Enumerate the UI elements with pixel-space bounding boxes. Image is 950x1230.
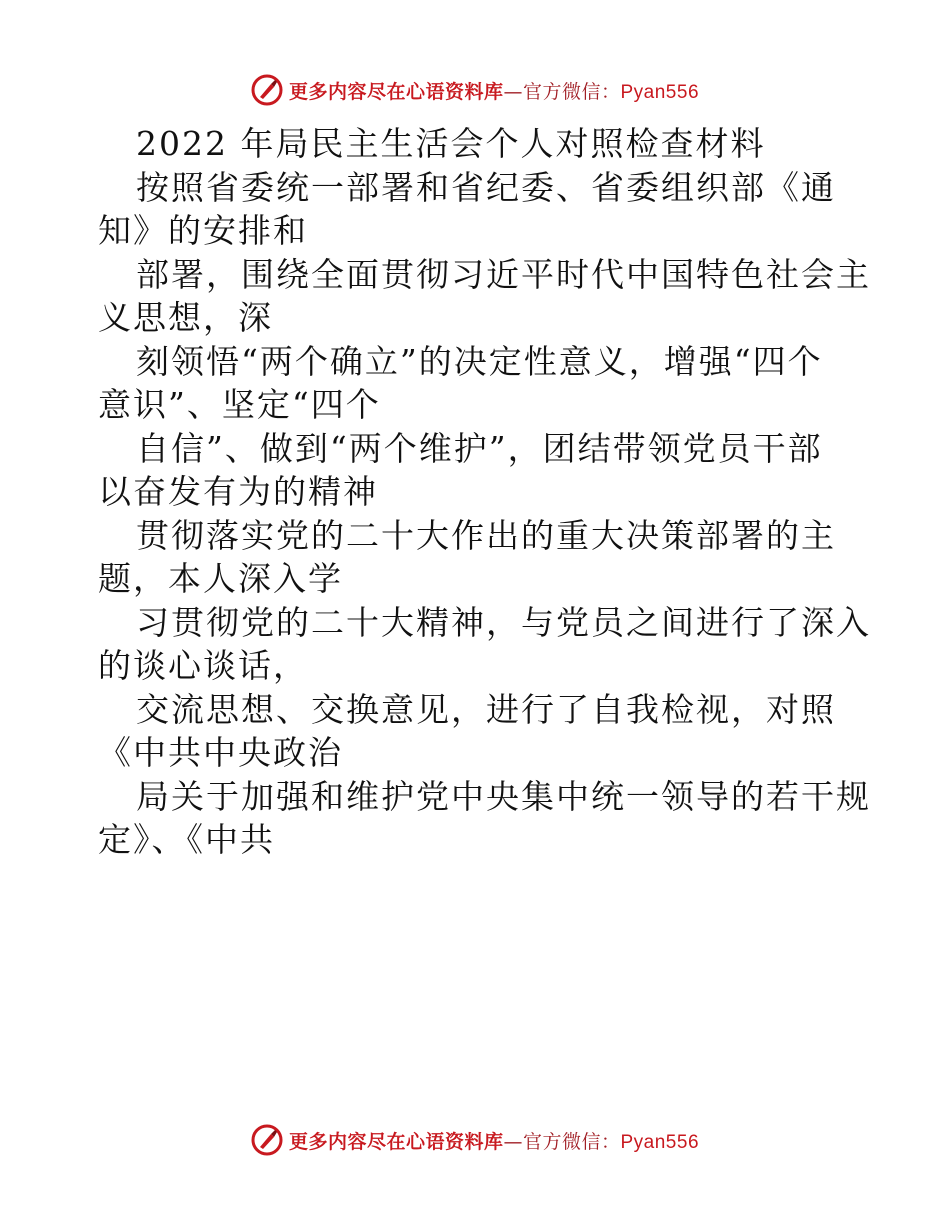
pen-nib-logo-icon <box>251 74 283 106</box>
text-line: 义思想，深 <box>98 298 273 337</box>
banner-wechat-id: Pyan556 <box>620 81 700 103</box>
pen-nib-logo-icon <box>251 1124 283 1156</box>
banner-main-text: 更多内容尽在心语资料库 <box>288 80 504 103</box>
document-title: 2022 年局民主生活会个人对照检查材料 <box>136 124 766 163</box>
text-line: 定》、《中共 <box>98 820 275 859</box>
text-line: 局关于加强和维护党中央集中统一领导的若干规 <box>136 776 871 816</box>
banner-text <box>289 77 699 104</box>
banner-wechat-id: Pyan556 <box>620 1131 700 1153</box>
text-line: 习贯彻党的二十大精神，与党员之间进行了深入 <box>136 602 871 642</box>
text-line: 贯彻落实党的二十大作出的重大决策部署的主 <box>136 515 836 555</box>
text-line: 的谈心谈话， <box>98 646 308 685</box>
text-line: 自信”、做到“两个维护”，团结带领党员干部 <box>136 428 823 468</box>
text-line: 知》的安排和 <box>98 211 308 250</box>
text-line: 按照省委统一部署和省纪委、省委组织部《通 <box>136 167 836 207</box>
text-line: 刻领悟“两个确立”的决定性意义，增强“四个 <box>136 341 823 381</box>
document-body <box>98 122 871 862</box>
footer-banner <box>0 1120 950 1160</box>
header-banner-content <box>251 74 699 106</box>
text-line: 意识”、坚定“四个 <box>98 385 381 424</box>
banner-official-text: —官方微信： <box>503 80 621 103</box>
footer-banner-content <box>251 1124 699 1156</box>
banner-official-text: —官方微信： <box>503 1130 621 1153</box>
text-line: 《中共中央政治 <box>98 733 343 772</box>
text-line: 部署，围绕全面贯彻习近平时代中国特色社会主 <box>136 254 871 294</box>
text-line: 以奋发有为的精神 <box>98 472 378 511</box>
banner-text <box>289 1127 699 1154</box>
header-banner <box>0 70 950 110</box>
banner-main-text: 更多内容尽在心语资料库 <box>288 1130 504 1153</box>
text-line: 题，本人深入学 <box>98 559 343 598</box>
text-line: 交流思想、交换意见，进行了自我检视，对照 <box>136 689 836 729</box>
